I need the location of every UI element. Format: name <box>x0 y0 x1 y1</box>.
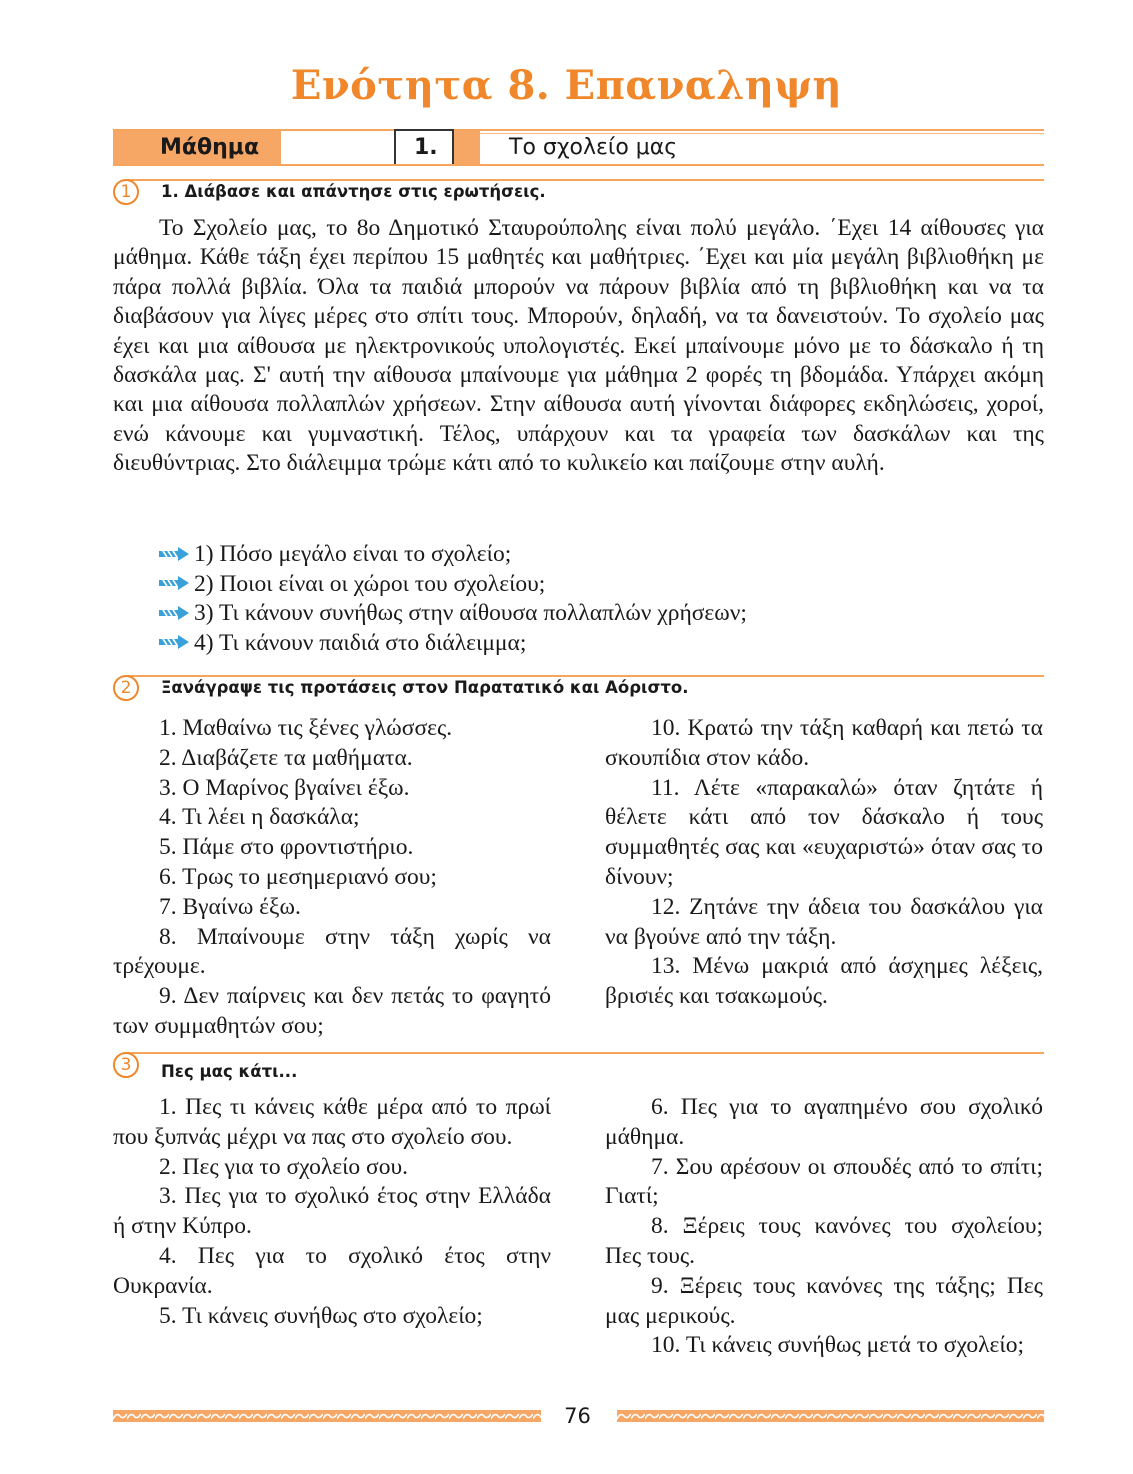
prompt-item: 3. Πες για το σχολικό έτος στην Ελλάδα ή στην Κύπρο. <box>113 1183 551 1240</box>
exercise-item: 10. Κρατώ την τάξη καθαρή και πετώ τα σκουπίδια στον κάδο. <box>605 715 1043 771</box>
question-item <box>158 540 747 570</box>
prompt-column-right <box>605 1093 1043 1361</box>
exercise-item: 13. Μένω μακριά από άσχημες λέξεις, βρισιές και τσακωμούς. <box>605 953 1043 1010</box>
question-list <box>158 540 747 658</box>
exercise-item: 12. Ζητάνε την άδεια του δασκάλου για να βγούνε από την τάξη. <box>605 893 1043 950</box>
prompt-item: 9. Ξέρεις τους κανόνες της τάξης; Πες μας μερικούς. <box>605 1272 1043 1329</box>
section-divider <box>127 1052 1044 1054</box>
prompt-item: 6. Πες για το αγαπημένο σου σχολικό μάθημα. <box>605 1094 1043 1150</box>
exercise-column-left <box>113 714 551 1042</box>
exercise-item: 7. Βγαίνω έξω. <box>159 893 301 920</box>
exercise-item: 9. Δεν παίρνεις και δεν πετάς το φαγητό των συμμαθητών σου; <box>113 983 551 1039</box>
question-text: 4) Τι κάνουν παιδιά στο διάλειμμα; <box>194 629 527 656</box>
prompt-item: 8. Ξέρεις τους κανόνες του σχολείου; Πες τους. <box>605 1213 1043 1269</box>
wave-ornament <box>617 1410 1044 1422</box>
exercise-item: 2. Διαβάζετε τα μαθήματα. <box>159 744 413 771</box>
prompt-item: 1. Πες τι κάνεις κάθε μέρα από το πρωί που ξυπνάς μέχρι να πας στο σχολείο σου. <box>113 1094 551 1150</box>
question-item <box>158 570 747 600</box>
section-number-badge: 2 <box>113 675 139 701</box>
page-number: 76 <box>564 1404 591 1428</box>
question-text: 3) Τι κάνουν συνήθως στην αίθουσα πολλαπλών χρήσεων; <box>194 600 747 627</box>
lesson-title: Το σχολείο μας <box>509 135 678 160</box>
page-title: Ενότητα 8. Επαναληψη <box>290 62 843 109</box>
arrow-icon <box>158 546 190 562</box>
prompt-item: 2. Πες για το σχολείο σου. <box>159 1153 408 1180</box>
prompt-item: 5. Τι κάνεις συνήθως στο σχολείο; <box>159 1302 483 1329</box>
lesson-number: 1. <box>394 129 454 164</box>
exercise-column-right <box>605 714 1043 1012</box>
prompt-item: 10. Τι κάνεις συνήθως μετά το σχολείο; <box>651 1332 1024 1359</box>
section-2-heading <box>113 675 1044 703</box>
prompt-item: 7. Σου αρέσουν οι σπουδές από το σπίτι; Γιατί; <box>605 1153 1043 1210</box>
exercise-item: 6. Τρως το μεσημεριανό σου; <box>159 863 437 890</box>
lesson-bar-bottom-rule <box>113 164 1044 166</box>
section-number-badge: 1 <box>113 179 139 205</box>
section-title: 1. Διάβασε και απάντησε στις ερωτήσεις. <box>161 182 546 201</box>
exercise-item: 11. Λέτε «παρακαλώ» όταν ζητάτε ή θέλετε κάτι από τον δάσκαλο ή τους συμμαθητές σας και «ευχαριστώ» όταν σας το δίνουν; <box>605 774 1043 890</box>
section-number-badge: 3 <box>113 1052 139 1078</box>
arrow-icon <box>158 605 190 621</box>
prompt-item: 4. Πες για το σχολικό έτος στην Ουκρανία. <box>113 1242 551 1299</box>
exercise-item: 3. Ο Μαρίνος βγαίνει έξω. <box>159 774 410 801</box>
lesson-label: Μάθημα <box>113 131 281 164</box>
exercise-item: 8. Μπαίνουμε στην τάξη χωρίς να τρέχουμε. <box>113 923 551 980</box>
question-text: 2) Ποιοι είναι οι χώροι του σχολείου; <box>194 570 546 597</box>
section-1-heading <box>113 179 1044 207</box>
section-title: Ξανάγραψε τις προτάσεις στον Παρατατικό και Αόριστο. <box>161 678 689 697</box>
exercise-item: 4. Τι λέει η δασκάλα; <box>159 804 360 831</box>
reading-passage: Το Σχολείο μας, το 8ο Δημοτικό Σταυρούπολης είναι πολύ μεγάλο. ΄Εχει 14 αίθουσες για μάθημα. Κάθε τάξη έχει περίπου 15 μαθητές και μαθήτριες. ΄Εχει και μία μεγάλη βιβλιοθήκη με πάρα πολλά βιβλία. Όλα τα παιδιά μπορούν να πάρουν βιβλία από τη βιβλιοθήκη και να τα διαβάσουν για λίγες μέρες στο σπίτι τους. Μπορούν, δηλαδή, να τα δανειστούν. Το σχολείο μας έχει και μια αίθουσα με ηλεκτρονικούς υπολογιστές. Εκεί μπαίνουμε μόνο με το δάσκαλο ή τη δασκάλα μας. Σ' αυτή την αίθουσα μπαίνουμε για μάθημα 2 φορές τη βδομάδα. Υπάρχει ακόμη και μια αίθουσα πολλαπλών χρήσεων. Στην αίθουσα αυτή γίνονται διάφορες εκδηλώσεις, χοροί, ενώ κάνουμε και γυμναστική. Τέλος, υπάρχουν και τα γραφεία των δασκάλων και της διευθύντριας. Στο διάλειμμα τρώμε κάτι από το κυλικείο και παίζουμε στην αυλή. <box>113 215 1044 477</box>
lesson-number-tab <box>454 131 480 164</box>
arrow-icon <box>158 634 190 650</box>
wave-ornament <box>113 1410 541 1422</box>
section-divider <box>127 179 1044 181</box>
prompt-column-left <box>113 1093 551 1331</box>
exercise-item: 1. Μαθαίνω τις ξένες γλώσσες. <box>159 715 453 741</box>
page-footer <box>0 1402 1133 1442</box>
section-title: Πες μας κάτι... <box>161 1062 298 1081</box>
question-item <box>158 629 747 659</box>
exercise-item: 5. Πάμε στο φροντιστήριο. <box>159 834 414 861</box>
arrow-icon <box>158 575 190 591</box>
section-3-heading <box>113 1052 1044 1080</box>
section-divider <box>127 675 1044 677</box>
question-item <box>158 599 747 629</box>
lesson-bar <box>113 129 1044 167</box>
question-text: 1) Πόσο μεγάλο είναι το σχολείο; <box>194 541 512 567</box>
